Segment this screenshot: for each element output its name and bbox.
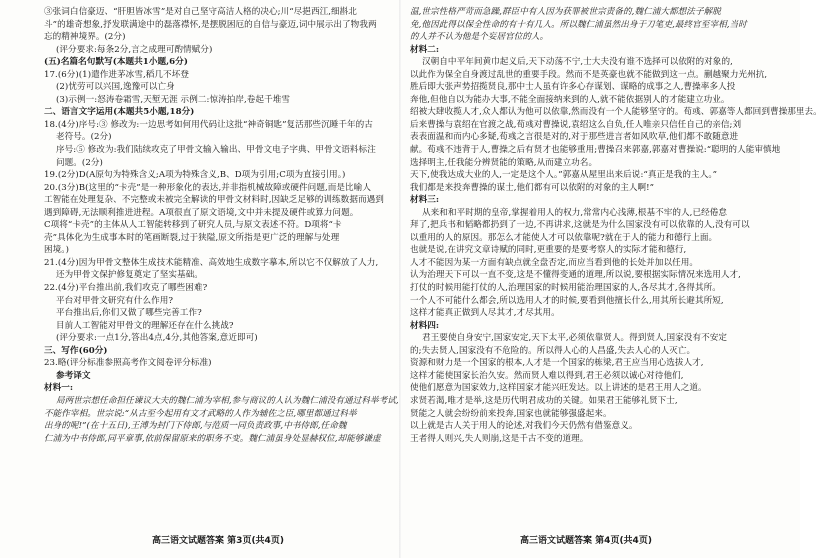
text-line: 贤能之人就会纷纷前来投奔,国家也就能够强盛起来。 [410,408,612,419]
text-line: 工智能在处理复杂、不完整或未被完全解读的甲骨文材料时,因缺乏足够的训练数据而遇到 [44,195,384,206]
text-line: 拜了,把兵书和韬略都扔到了一边,不再讲求,这就是为什么国家没有可以依靠的人,没有可以 [410,220,750,231]
page-gutter [399,0,401,558]
text-line: 以重用的人的原因。那怎么才能使人才可以依靠呢?就在于人的能力和德行上面。 [410,232,718,243]
text-line: 不能作宰相。世宗说:“从古至今起用有文才武略的人作为辅佐之臣,哪里都通过科举 [44,408,357,419]
text-line: 后来曹操与袁绍在官渡之战,荀彧对曹操说,袁绍这么自负,任人唯亲只信任自己的亲信;刘 [410,119,742,130]
text-line: 材料一: [44,383,74,394]
text-line: 21.(4分)因为甲骨文整体生成技术能精准、高效地生成数字摹本,所以它不仅解放了人力, [44,257,379,268]
text-line: 材料三: [410,195,440,206]
text-line: 表表面温和而内心多疑,荀彧之言很是对的,对于那些进言者如风吹草,他们都不敢随意进 [410,132,739,143]
text-line: 以此作为保全自身渡过乱世的重要手段。然而不是英豪也就不能做到这一点。蒯越聚力光州抗, [410,69,768,80]
text-line: 认为治理天下可以一直不变,这是不懂得变通的道理,所以说,要根据实际情况来选用人才, [410,270,741,281]
text-line: C项将“卡壳”的主体从人工智能转移到了研究人员,与原文表述不符。D项将“卡 [44,220,342,231]
text-line: 17.(6分)(1)遣作进茅冰雪,稻几不坏登 [44,69,189,80]
text-line: 材料四: [410,320,440,331]
text-line: 献。荀彧不违背于人,曹操之后有贤才也能够重用;曹操召来郭嘉,郭嘉对曹操说:“聪明的人能审慎地 [410,145,781,156]
text-line: 这样才能使国家长治久安。然而贤人难以得到,君王必须以诚心对待他们, [410,370,684,381]
text-line: 免,他因此得以保全性命的有十有几人。所以魏仁浦虽然出身于刀笔吏,最终官至宰相,当时 [410,19,747,30]
text-line: 温,世宗性格严苛而急躁,群臣中有人因为获罪被世宗责备的,魏仁浦大都想法子解脱 [410,7,721,17]
text-line: 壳”具体化为生成事本时的笔画断裂,过于狭隘,原文所指是更广泛的理解与处理 [44,232,340,243]
text-line: 目前人工智能对甲骨文的理解还存在什么挑战? [56,320,234,331]
page-4-text-lines [410,6,822,445]
page-4-footer: 高三语文试题答案 第4页(共4页) [520,536,652,546]
text-line: 资源和财力是一个国家的根本,人才是一个国家的栋梁,君王应当用心选拔人才, [410,358,704,369]
text-line: 人才不能因为某一方面有缺点就全盘否定,而应当看到他的长处并加以任用。 [410,257,699,268]
text-line: 困境。) [44,245,70,256]
text-line: 忘的精神境界。(2分) [44,32,126,43]
text-line: 的人并不认为他是个妄居官位的人。 [410,32,549,43]
text-line: 二、语言文字运用(本题共5小题,18分) [44,107,195,118]
text-line: 序号:⑤ 修改为:我们陆续攻克了甲骨文输入输出、甲骨文电子字典、甲骨文语料标注 [56,145,376,156]
text-line: 一个人不可能什么都会,所以选用人才的时候,要看到他擅长什么,用其所长避其所短, [410,295,724,306]
text-line: (评分要求:每条2分,言之成理可酌情赋分) [56,44,213,55]
text-line: (2)忧劳可以兴国,逸豫可以亡身 [56,82,175,93]
text-line: 20.(3分)B(这里的“卡壳”是一种形象化的表达,并非指机械故障或硬件问题,而是比喻人 [44,182,371,193]
text-line: 绍被大肆收揽人才,众人都认为他可以依靠,然而没有一个人能够坚守的。荀彧、郭嘉等人都回到曹操那里去。 [410,107,822,118]
text-line: 我们都是来投奔曹操的谋士,他们都有可以依附的对象的主人啊!” [410,182,655,193]
page-3-footer: 高三语文试题答案 第3页(共4页) [152,536,284,546]
text-line: 23.略(评分标准参照高考作文阅卷评分标准) [44,358,212,369]
text-line: 打仗的时候用能打仗的人,治理国家的时候用能治理国家的人,各尽其才,各得其所。 [410,283,721,294]
text-line: 老符号。(2分) [56,132,112,143]
text-line: 平台推出后,你们又做了哪些完善工作? [56,308,202,319]
text-line: 君王要使自身安宁,国家安定,天下太平,必须依靠贤人。得到贤人,国家没有不安定 [422,333,728,344]
text-line: 也就是说,在讲究文章诗赋的同时,更重要的是要考察人的实际才能和德行, [410,245,687,256]
page-3 [44,6,399,554]
page-3-text-lines [44,6,399,445]
text-line: 奔他,但他自以为能办大事,不能全面接纳来到的人,就不能依据别人的才能建立功业。 [410,94,730,105]
text-line: (五)名篇名句默写(本题共1小题,6分) [44,57,188,68]
text-line: 这样才能真正做到人尽其才,才尽其用。 [410,308,560,319]
text-line: 仁浦为中书侍郎,同平章事,依前保留原来的职务不变。魏仁浦虽身处显赫权位,却能够谦虚 [44,433,381,444]
text-line: (3)示例一:怒涛卷霜雪,天堑无涯 示例二:惊涛拍岸,卷起千堆雪 [56,94,291,105]
text-line: 遇到障碍,无法顺利推进进程。A项很直了原文语境,文中并未提及硬件或算力问题。 [44,207,359,218]
text-line: 三、写作(60分) [44,345,108,356]
text-line: 王者得人则兴,失人则崩,这是千古不变的道理。 [410,433,589,444]
text-line: 选择明主,任我能分辨贤能的策略,从而建立功名。 [410,157,598,168]
text-line: 19.(2分)D(A原句为特殊含义;A项为特殊含义,B、D项为引用;C项为直接引用。) [44,170,346,181]
text-line: 从来和和平时期的皇帝,掌握着用人的权力,常常内心浅薄,根基不牢的人,已经倦怠 [422,207,728,218]
text-line: ③张词白信豪迈、“肝胆皆冰雪”是对自己坚守高洁人格的决心;川“尽挹西江,细斟北 [44,7,357,17]
text-line: 局两世宗想任命担任谏议大夫的魏仁浦为宰相,参与商议的人认为魏仁浦没有通过科举考试, [56,395,399,406]
text-line: 还为甲骨文保护修复奠定了坚实基础。 [56,270,203,281]
text-line: 18.(4分)序号:③ 修改为:一边思考如何用代码让这批“神奇铜匙”复活那些沉睡千年的古 [44,119,373,130]
text-line: 求贤若渴,唯才是举,这是历代明君成功的关键。如果君王能够礼贤下士, [410,395,678,406]
text-line: 22.(4分)平台推出前,我们攻克了哪些困难? [44,283,208,294]
text-line: 参考译文 [56,370,91,381]
text-line: 使他们愿意为国家效力,这样国家才能兴旺发达。以上讲述的是君王用人之道。 [410,383,707,394]
text-line: 胜后即大张声势招揽贤良,那中士人虽有许多心存谋划、谋略的成事之人,曹操率多人投 [410,82,736,93]
text-line: 斗”的雄奇想象,抒发联满途中的磊落襟怀,是摆脱困厄的自信与豪迈,词中展示出了物我两 [44,19,377,30]
text-line: 汉朝自中平年间黄巾起义后,天下动荡不宁,士大夫没有谁不选择可以依附的对象的, [422,57,733,68]
page-4 [410,6,822,554]
text-line: 天下,使我达成大业的人,一定是这个人。”郭嘉从屋里出来后说:“真正是我的主人。” [410,170,718,181]
text-line: 以上就是古人关于用人的论述,对我们今天仍然有借鉴意义。 [410,421,638,432]
text-line: 材料二: [410,44,440,55]
text-line: 出身的呢!”(在十五日),王溥为封门下侍郎,与范质一同负责政事,中书侍郎,任命魏 [44,421,347,432]
text-line: (评分要求:一点1分,答出4点,4分,其他答案,意近即可) [56,333,258,344]
text-line: 问题。(2分) [56,157,103,168]
text-line: 平台对甲骨文研究有什么作用? [56,295,174,306]
text-line: 的;失去贤人,国家没有不危险的。所以得人心的人昌盛,失去人心的人灭亡。 [410,345,696,356]
